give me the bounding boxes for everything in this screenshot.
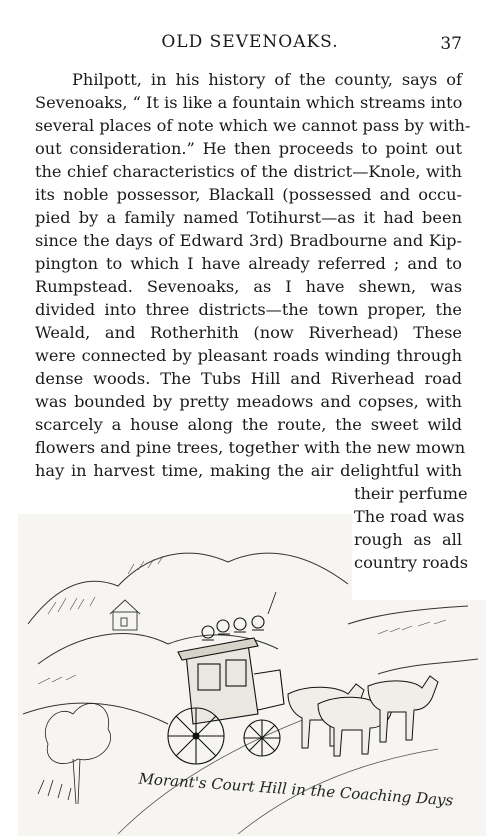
text-line: since the days of Edward 3rd) Bradbourne and Kip-	[35, 231, 462, 250]
text-line: scarcely a house along the route, the sweet wild	[35, 415, 462, 434]
text-line: dense woods. The Tubs Hill and Riverhead road	[35, 369, 462, 388]
text-line: pied by a family named Totihurst—as it had been	[35, 208, 462, 227]
text-line: pington to which I have already referred ; and to	[35, 254, 462, 273]
running-header: OLD SEVENOAKS.	[161, 32, 339, 52]
text-line: was bounded by pretty meadows and copses, with	[35, 392, 462, 411]
text-line: Philpott, in his history of the county, says of	[72, 70, 462, 89]
page-number: 37	[440, 34, 462, 54]
text-line: were connected by pleasant roads winding through	[35, 346, 462, 365]
text-line: Sevenoaks, “ It is like a fountain which streams into	[35, 93, 463, 112]
side-text-line: their perfume	[354, 484, 468, 503]
side-text-line: country roads	[354, 553, 469, 572]
side-text-line: The road was	[354, 507, 465, 526]
text-line: Weald, and Rotherhith (now Riverhead) These	[35, 323, 462, 342]
text-line: divided into three districts—the town proper, the	[35, 300, 462, 319]
text-line: hay in harvest time, making the air delightful with	[35, 461, 462, 480]
text-line: out consideration.” He then proceeds to point out	[35, 139, 462, 158]
side-text-line: rough as all	[354, 530, 462, 549]
text-line: flowers and pine trees, together with the new mown	[35, 438, 466, 457]
illustration-caption: Morant's Court Hill in the Coaching Days	[138, 769, 454, 810]
text-line: Rumpstead. Sevenoaks, as I have shewn, was	[35, 277, 462, 296]
text-line: the chief characteristics of the district—Knole, with	[35, 162, 462, 181]
text-line: several places of note which we cannot pass by with-	[35, 116, 471, 135]
coach-illustration	[18, 514, 486, 836]
text-line: its noble possessor, Blackall (possessed and occu-	[35, 185, 462, 204]
